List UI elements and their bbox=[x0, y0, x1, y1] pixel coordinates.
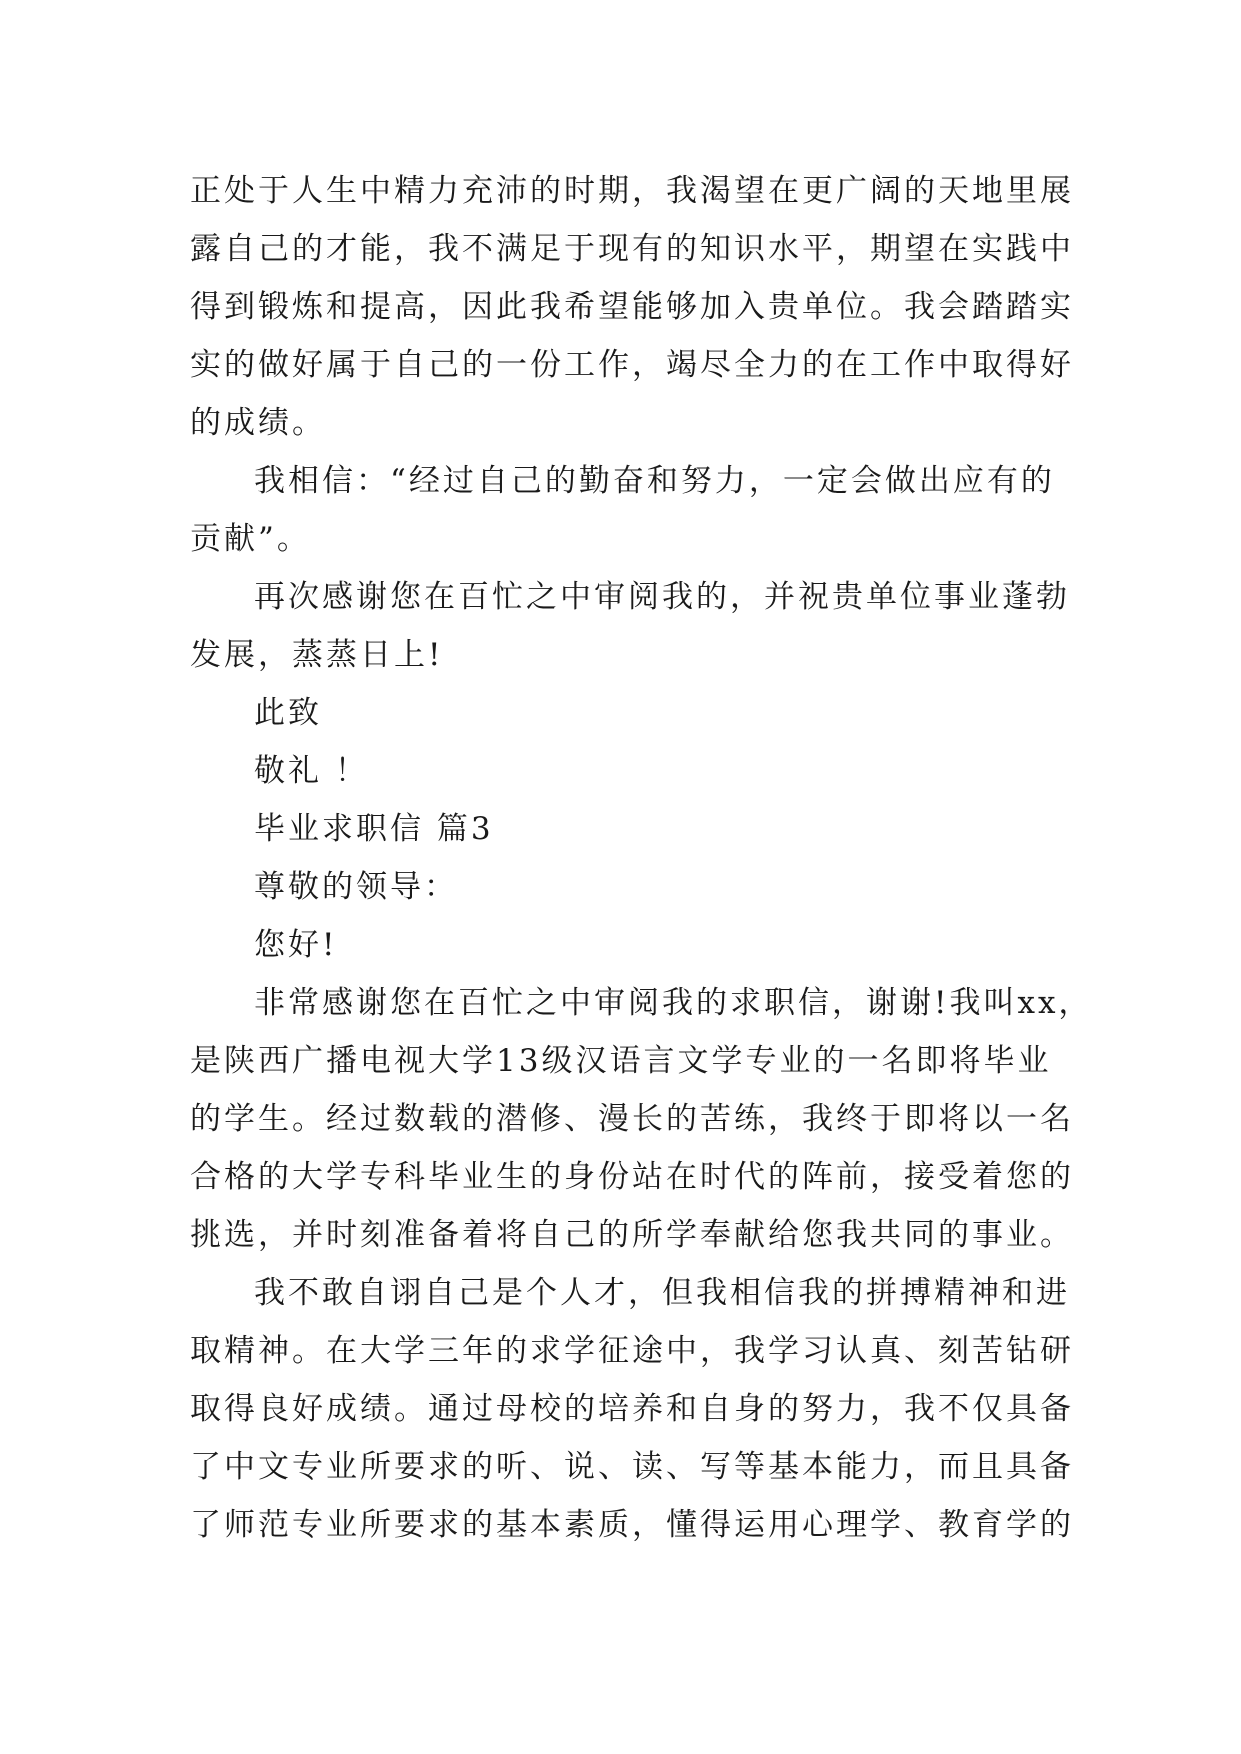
text-line: 取得良好成绩。通过母校的培养和自身的努力，我不仅具备 bbox=[190, 1391, 1074, 1427]
text-line: 尊敬的领导： bbox=[254, 869, 458, 905]
text-line: 得到锻炼和提高，因此我希望能够加入贵单位。我会踏踏实 bbox=[190, 289, 1074, 325]
text-line: 毕业求职信 篇3 bbox=[254, 811, 494, 847]
text-line: 的成绩。 bbox=[190, 405, 326, 441]
text-line: 敬礼 ！ bbox=[254, 753, 369, 789]
text-line: 合格的大学专科毕业生的身份站在时代的阵前，接受着您的 bbox=[190, 1159, 1074, 1195]
text-line: 此致 bbox=[254, 695, 322, 731]
text-line: 发展，蒸蒸日上! bbox=[190, 637, 444, 673]
text-line: 了师范专业所要求的基本素质，懂得运用心理学、教育学的 bbox=[190, 1507, 1074, 1543]
letter-body bbox=[190, 162, 1093, 1554]
text-line: 正处于人生中精力充沛的时期，我渴望在更广阔的天地里展 bbox=[190, 173, 1074, 209]
text-line: 我不敢自诩自己是个人才，但我相信我的拼搏精神和进 bbox=[254, 1275, 1070, 1311]
text-line: 了中文专业所要求的听、说、读、写等基本能力，而且具备 bbox=[190, 1449, 1074, 1485]
text-line: 是陕西广播电视大学13级汉语言文学专业的一名即将毕业 bbox=[190, 1043, 1052, 1079]
text-line: 您好! bbox=[254, 927, 338, 963]
text-line: 挑选，并时刻准备着将自己的所学奉献给您我共同的事业。 bbox=[190, 1217, 1074, 1253]
text-line: 露自己的才能，我不满足于现有的知识水平，期望在实践中 bbox=[190, 231, 1074, 267]
text-line: 再次感谢您在百忙之中审阅我的，并祝贵单位事业蓬勃 bbox=[254, 579, 1070, 615]
text-line: 我相信：“经过自己的勤奋和努力，一定会做出应有的 bbox=[254, 463, 1055, 499]
text-line: 非常感谢您在百忙之中审阅我的求职信，谢谢!我叫xx， bbox=[254, 985, 1093, 1021]
text-line: 实的做好属于自己的一份工作，竭尽全力的在工作中取得好 bbox=[190, 347, 1074, 383]
text-line: 取精神。在大学三年的求学征途中，我学习认真、刻苦钻研 bbox=[190, 1333, 1074, 1369]
text-line: 的学生。经过数载的潜修、漫长的苦练，我终于即将以一名 bbox=[190, 1101, 1074, 1137]
text-line: 贡献”。 bbox=[190, 521, 311, 557]
